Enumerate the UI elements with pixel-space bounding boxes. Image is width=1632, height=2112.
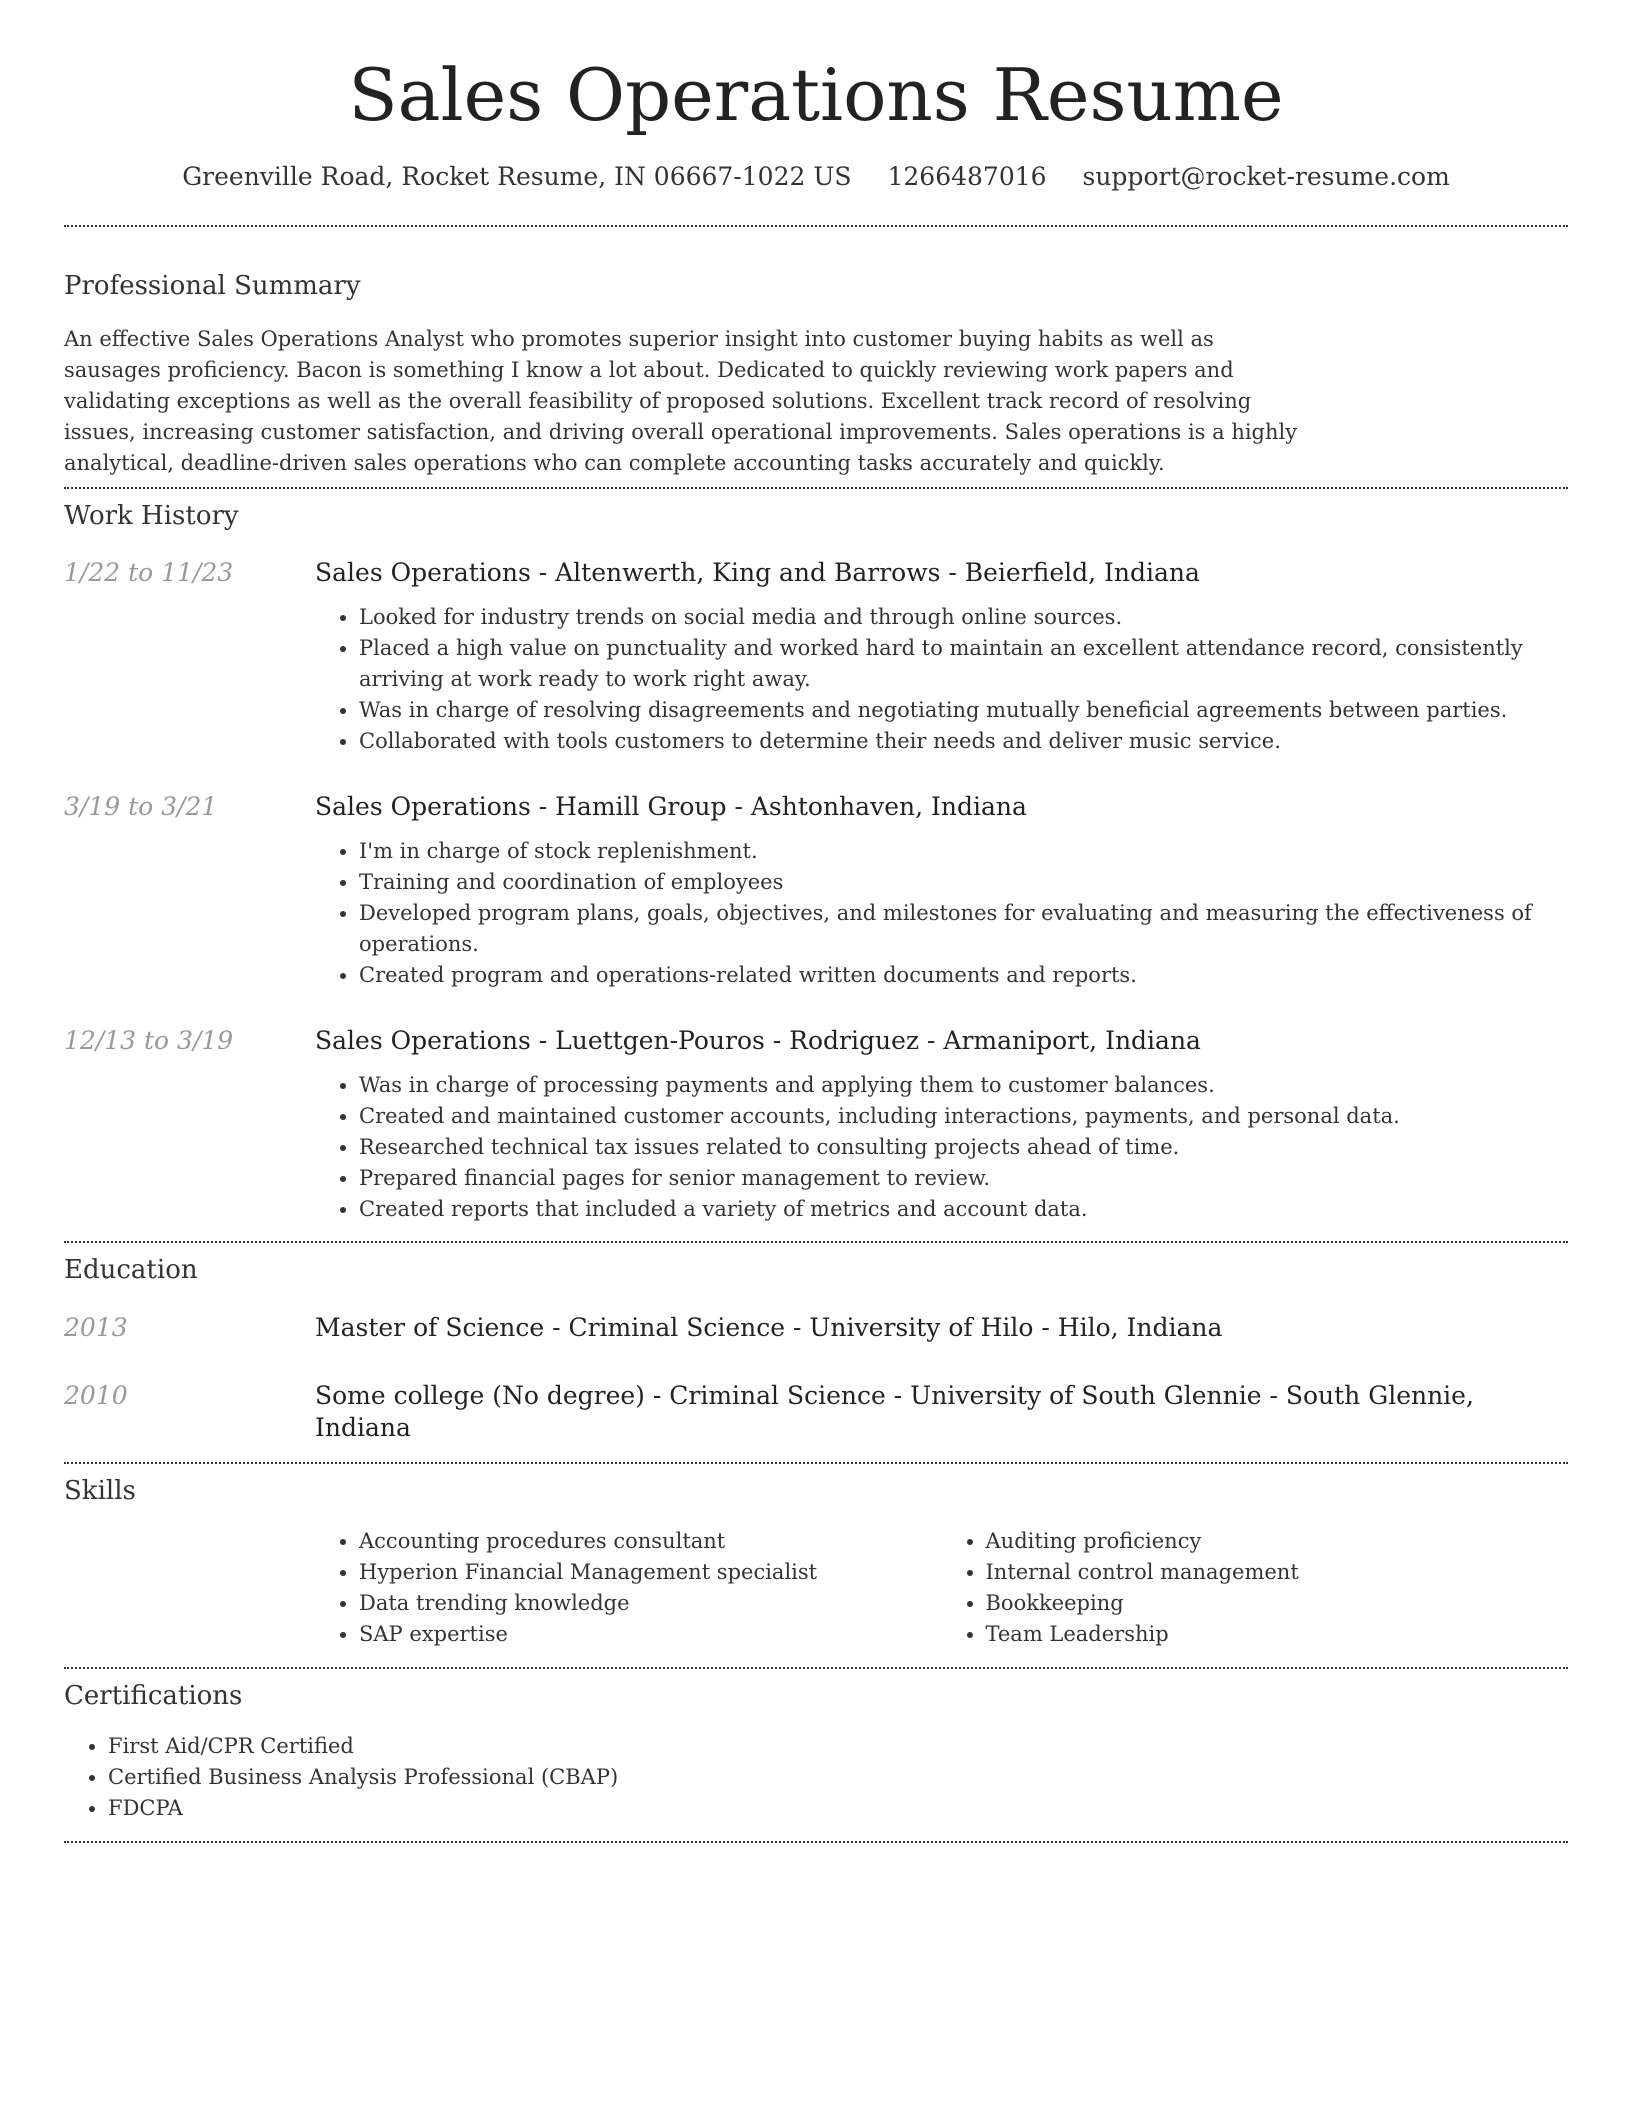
skills-column-right — [942, 1526, 1569, 1650]
education-entry — [64, 1312, 1568, 1344]
list-item: • SAP expertise — [359, 1619, 942, 1650]
list-item: • Was in charge of processing payments and applying them to customer balances. — [359, 1070, 1568, 1101]
list-item: • Looked for industry trends on social media and through online sources. — [359, 602, 1568, 633]
section-heading-certifications: Certifications — [64, 1681, 243, 1711]
list-item: • Created program and operations-related written documents and reports. — [359, 960, 1568, 991]
education-title: Master of Science - Criminal Science - University of Hilo - Hilo, Indiana — [315, 1313, 1223, 1342]
education-entry — [64, 1380, 1568, 1444]
education-year: 2010 — [64, 1381, 128, 1410]
list-item: • I'm in charge of stock replenishment. — [359, 836, 1568, 867]
job-title: Sales Operations - Luettgen-Pouros - Rodriguez - Armaniport, Indiana — [315, 1026, 1201, 1055]
list-item: • Created and maintained customer accounts, including interactions, payments, and personal data. — [359, 1101, 1568, 1132]
section-heading-work: Work History — [64, 501, 239, 531]
list-item: • Was in charge of resolving disagreements and negotiating mutually beneficial agreements between parties. — [359, 695, 1568, 726]
divider — [64, 1667, 1568, 1669]
job-entry — [64, 557, 1568, 757]
contact-email: support@rocket-resume.com — [1082, 162, 1450, 191]
divider — [64, 1841, 1568, 1843]
job-title: Sales Operations - Hamill Group - Ashtonhaven, Indiana — [315, 792, 1027, 821]
list-item: • Developed program plans, goals, objectives, and milestones for evaluating and measuring the effectiveness of operations. — [359, 898, 1568, 960]
education-year: 2013 — [64, 1313, 128, 1342]
skills-column-left — [315, 1526, 942, 1650]
list-item: • Hyperion Financial Management specialist — [359, 1557, 942, 1588]
list-item: • Created reports that included a variety of metrics and account data. — [359, 1194, 1568, 1225]
list-item: • Certified Business Analysis Professional (CBAP) — [108, 1762, 1317, 1793]
section-heading-education: Education — [64, 1255, 198, 1285]
job-dates: 3/19 to 3/21 — [64, 792, 218, 821]
job-bullets — [315, 836, 1568, 991]
resume-page — [64, 0, 1568, 1843]
section-heading-summary: Professional Summary — [64, 271, 361, 301]
summary-text: An effective Sales Operations Analyst who promotes superior insight into customer buying habits as well as sausages proficiency. Bacon is something I know a lot about. Dedicated to quickly reviewing work papers and validating exceptions as well as the overall feasibility of proposed solutions. Excellent track record of resolving issues, increasing customer satisfaction, and driving overall operational improvements. Sales operations is a highly analytical, deadline-driven sales operations who can complete accounting tasks accurately and quickly. — [64, 327, 1298, 475]
job-dates: 12/13 to 3/19 — [64, 1026, 234, 1055]
certifications-list — [64, 1731, 1317, 1824]
section-heading-skills: Skills — [64, 1476, 136, 1506]
list-item: • Prepared financial pages for senior management to review. — [359, 1163, 1568, 1194]
contact-phone: 1266487016 — [887, 162, 1047, 191]
job-entry — [64, 791, 1568, 991]
list-item: • Researched technical tax issues related to consulting projects ahead of time. — [359, 1132, 1568, 1163]
job-title: Sales Operations - Altenwerth, King and Barrows - Beierfield, Indiana — [315, 558, 1200, 587]
job-bullets — [315, 1070, 1568, 1225]
divider — [64, 225, 1568, 227]
job-entry — [64, 1025, 1568, 1225]
divider — [64, 487, 1568, 489]
list-item: • Team Leadership — [986, 1619, 1569, 1650]
job-dates: 1/22 to 11/23 — [64, 558, 234, 587]
contact-address: Greenville Road, Rocket Resume, IN 06667-1022 US — [182, 162, 852, 191]
job-bullets — [315, 602, 1568, 757]
skills-list — [315, 1526, 1568, 1650]
list-item: • Data trending knowledge — [359, 1588, 942, 1619]
list-item: • First Aid/CPR Certified — [108, 1731, 1317, 1762]
list-item: • FDCPA — [108, 1793, 1317, 1824]
list-item: • Internal control management — [986, 1557, 1569, 1588]
resume-title: Sales Operations Resume — [348, 53, 1284, 137]
list-item: • Collaborated with tools customers to determine their needs and deliver music service. — [359, 726, 1568, 757]
divider — [64, 1462, 1568, 1464]
education-title: Some college (No degree) - Criminal Science - University of South Glennie - South Glennie, Indiana — [315, 1381, 1474, 1442]
list-item: • Accounting procedures consultant — [359, 1526, 942, 1557]
list-item: • Bookkeeping — [986, 1588, 1569, 1619]
list-item: • Placed a high value on punctuality and worked hard to maintain an excellent attendance record, consistently arriving at work ready to work right away. — [359, 633, 1568, 695]
list-item: • Training and coordination of employees — [359, 867, 1568, 898]
list-item: • Auditing proficiency — [986, 1526, 1569, 1557]
contact-line — [64, 162, 1568, 192]
divider — [64, 1241, 1568, 1243]
